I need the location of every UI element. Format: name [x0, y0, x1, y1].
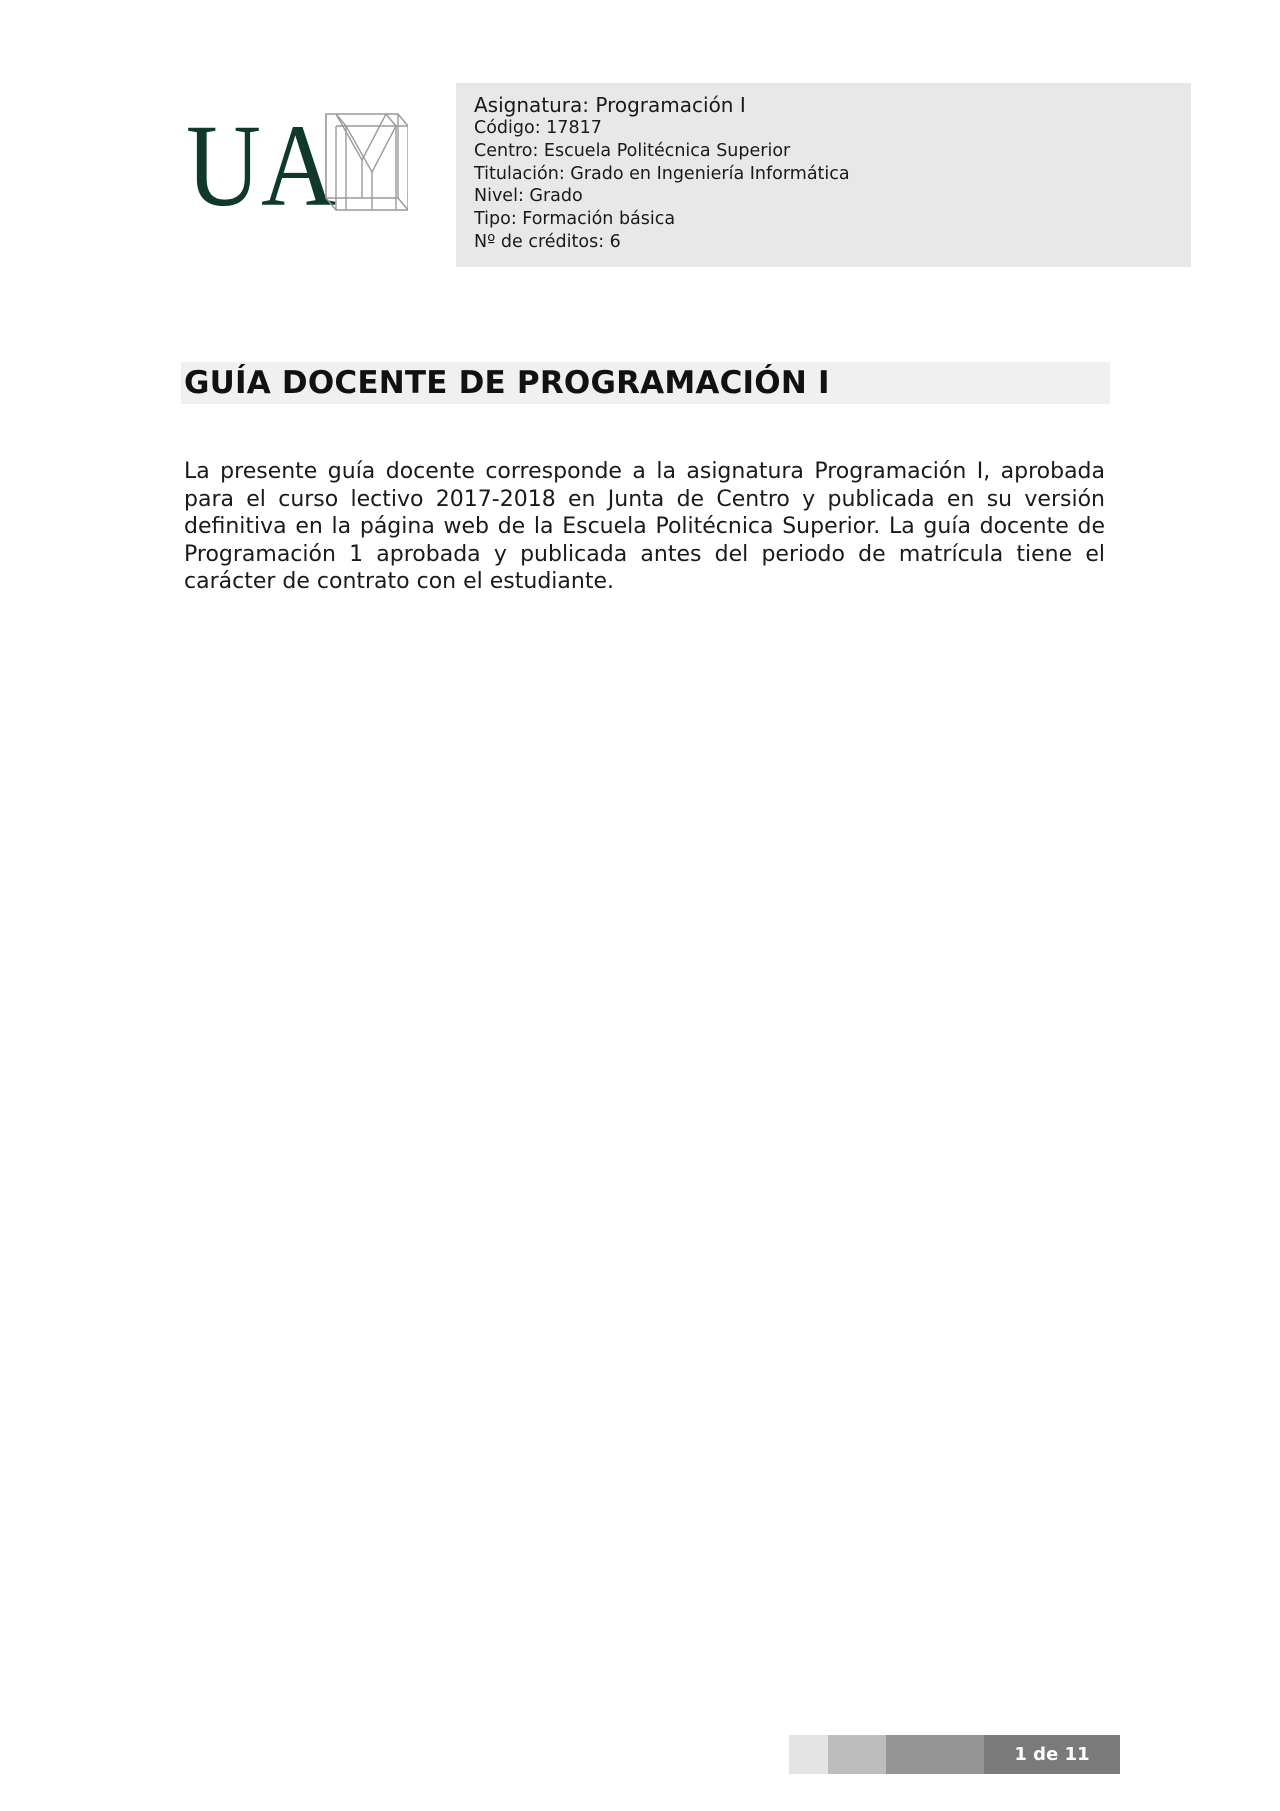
course-center: Centro: Escuela Politécnica Superior [474, 140, 791, 161]
course-subject: Asignatura: Programación I [474, 93, 746, 117]
course-info-box [456, 83, 1191, 267]
footer-bar-segment [828, 1735, 886, 1774]
course-level: Nivel: Grado [474, 186, 583, 207]
page-title: GUÍA DOCENTE DE PROGRAMACIÓN I [184, 365, 830, 401]
uam-logo [186, 112, 408, 212]
course-credits: Nº de créditos: 6 [474, 231, 621, 252]
intro-paragraph: La presente guía docente corresponde a la asignatura Programación I, aprobada para el curso lectivo 2017-2018 en Junta de Centro y publicada en su versión definitiva en la página web de la Escuela Politécnica Superior. La guía docente de Programación 1 aprobada y publicada antes del periodo de matrícula tiene el carácter de contrato con el estudiante. [184, 459, 1105, 594]
course-degree: Titulación: Grado en Ingeniería Informática [474, 163, 850, 184]
svg-text:UA: UA [186, 112, 336, 212]
footer-bar-segment [789, 1735, 828, 1774]
course-type: Tipo: Formación básica [474, 209, 676, 230]
footer-bar-segment [886, 1735, 984, 1774]
page-number: 1 de 11 [984, 1735, 1120, 1774]
course-code: Código: 17817 [474, 118, 602, 138]
page-footer [789, 1735, 1120, 1774]
